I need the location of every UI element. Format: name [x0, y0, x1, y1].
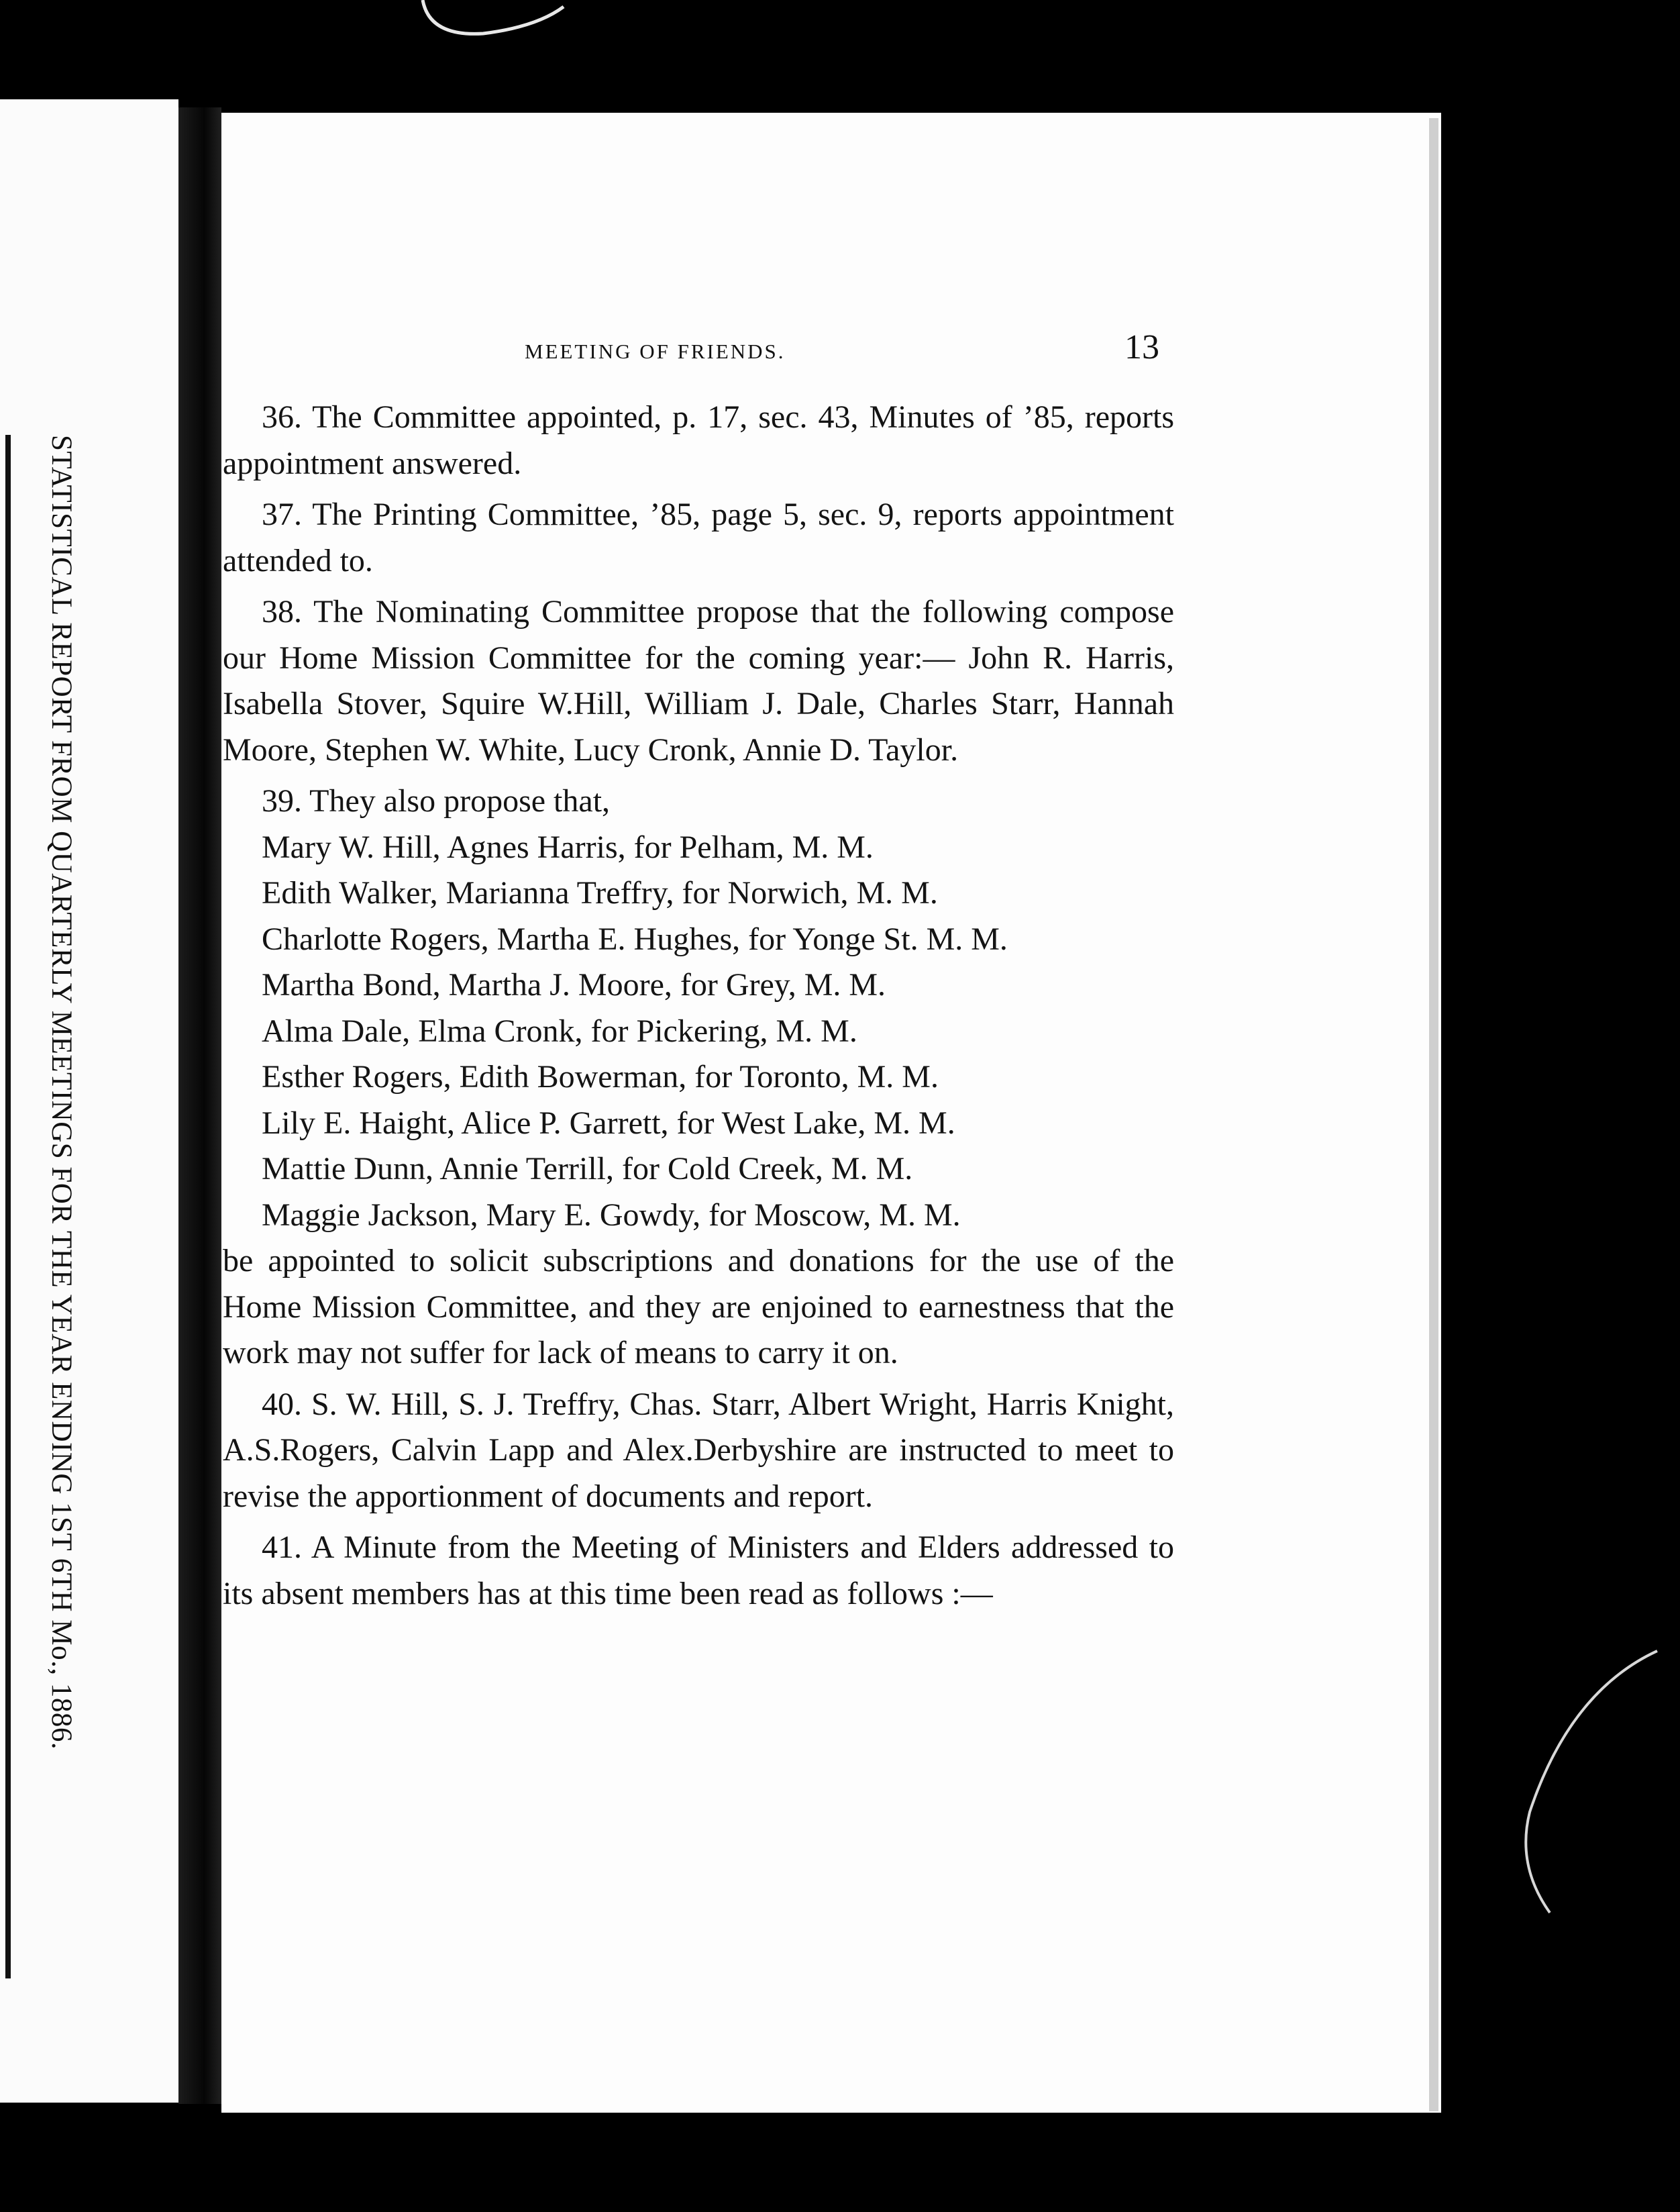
- list-item: Maggie Jackson, Mary E. Gowdy, for Moscow, M. M.: [262, 1197, 961, 1233]
- page-edge: [1429, 118, 1438, 2111]
- minute-39-intro: 39. They also propose that,: [262, 783, 611, 819]
- list-item: Alma Dale, Elma Cronk, for Pickering, M. M.: [262, 1013, 857, 1049]
- book-page: [221, 113, 1441, 2113]
- list-item: Martha Bond, Martha J. Moore, for Grey, M. M.: [262, 967, 886, 1003]
- minute-40: 40. S. W. Hill, S. J. Treffry, Chas. Starr, Albert Wright, Harris Knight, A.S.Rogers, Calvin Lapp and Alex.Derbyshire are instructed to meet to revise the apportionment of documents and report.: [223, 1386, 1174, 1514]
- list-item: Edith Walker, Marianna Treffry, for Norwich, M. M.: [262, 875, 938, 911]
- solicitor-list: [223, 825, 1174, 1239]
- minute-38: 38. The Nominating Committee propose that the following compose our Home Mission Committee for the coming year:— John R. Harris, Isabella Stover, Squire W.Hill, William J. Dale, Charles Starr, Hannah Moore, Stephen W. White, Lucy Cronk, Annie D. Taylor.: [223, 594, 1174, 768]
- list-item: Esther Rogers, Edith Bowerman, for Toronto, M. M.: [262, 1059, 939, 1095]
- facing-page: [0, 99, 178, 2103]
- minute-36: 36. The Committee appointed, p. 17, sec. 43, Minutes of ’85, reports appointment answered.: [223, 399, 1174, 481]
- list-item: Lily E. Haight, Alice P. Garrett, for West Lake, M. M.: [262, 1105, 955, 1141]
- film-scratch: [403, 0, 577, 47]
- running-title: MEETING OF FRIENDS.: [525, 340, 786, 363]
- list-item: Charlotte Rogers, Martha E. Hughes, for Yonge St. M. M.: [262, 921, 1008, 957]
- spine-rule: [5, 435, 11, 1978]
- minute-39-close: be appointed to solicit subscriptions and donations for the use of the Home Mission Committee, and they are enjoined to earnestness that the work may not suffer for lack of means to carry it on.: [223, 1243, 1174, 1370]
- page-body: [223, 395, 1174, 1622]
- list-item: Mattie Dunn, Annie Terrill, for Cold Creek, M. M.: [262, 1151, 913, 1187]
- page-number: 13: [1124, 328, 1159, 366]
- minute-37: 37. The Printing Committee, ’85, page 5, sec. 9, reports appointment attended to.: [223, 497, 1174, 579]
- list-item: Mary W. Hill, Agnes Harris, for Pelham, M. M.: [262, 829, 874, 865]
- book-gutter: [178, 107, 221, 2104]
- minute-41: 41. A Minute from the Meeting of Ministers and Elders addressed to its absent members has at this time been read as follows :—: [223, 1529, 1174, 1611]
- spine-title: STATISTICAL REPORT FROM QUARTERLY MEETINGS FOR THE YEAR ENDING 1ST 6TH Mo., 1886.: [46, 435, 77, 1750]
- film-scratch: [1489, 1638, 1664, 1919]
